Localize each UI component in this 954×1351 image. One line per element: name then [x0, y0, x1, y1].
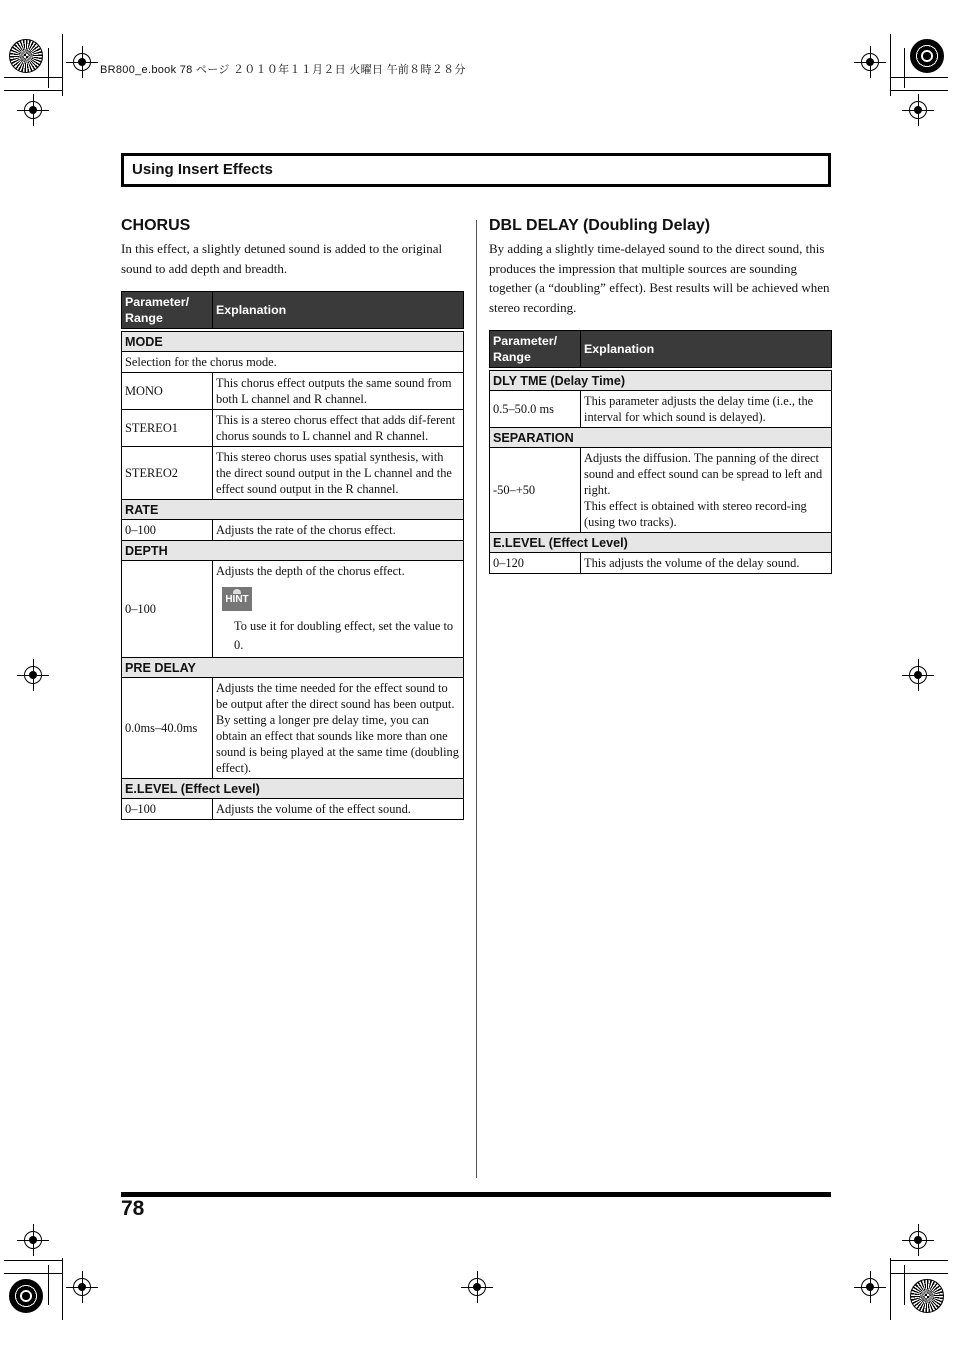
- registration-starburst-icon: [9, 1279, 43, 1313]
- table-header: [490, 331, 832, 368]
- column-divider: [476, 220, 477, 1178]
- mode-description: Selection for the chorus mode.: [122, 352, 464, 373]
- group-effect-level: E.LEVEL (Effect Level): [122, 779, 464, 799]
- explanation-cell: [213, 561, 464, 658]
- page-number: 78: [121, 1197, 145, 1220]
- table-row: [122, 799, 464, 820]
- registration-cross-icon: [24, 101, 42, 119]
- dbl-delay-intro: By adding a slightly time-delayed sound to the direct sound, this produces the impression that multiple sources are sounding together (a “doubling” effect). Best results will be achieved when stereo recording.: [489, 241, 830, 315]
- range-cell: MONO: [122, 373, 213, 410]
- table-row: [122, 520, 464, 541]
- table-row: [490, 448, 832, 533]
- hint-text: To use it for doubling effect, set the value to 0.: [234, 619, 454, 652]
- group-pre-delay: PRE DELAY: [122, 658, 464, 678]
- section-title: Using Insert Effects: [132, 161, 273, 178]
- header-explanation: Explanation: [581, 331, 832, 368]
- group-delay-time: DLY TME (Delay Time): [490, 371, 832, 391]
- group-rate: RATE: [122, 500, 464, 520]
- section-title-box: [121, 153, 831, 187]
- registration-starburst-icon: [9, 39, 43, 73]
- range-cell: STEREO1: [122, 410, 213, 447]
- range-cell: 0.0ms–40.0ms: [122, 678, 213, 779]
- table-row: [122, 447, 464, 500]
- explanation-cell: This parameter adjusts the delay time (i.e., the interval for which sound is delayed).: [581, 391, 832, 428]
- group-depth: DEPTH: [122, 541, 464, 561]
- print-header: BR800_e.book 78 ページ ２０１０年１１月２日 火曜日 午前８時２８分: [100, 64, 466, 76]
- chorus-intro: In this effect, a slightly detuned sound is added to the original sound to add depth and breadth.: [121, 241, 443, 276]
- chorus-heading: CHORUS: [121, 217, 191, 234]
- table-row: [122, 352, 464, 373]
- table-row: [122, 561, 464, 658]
- dbl-delay-parameter-table: [489, 330, 832, 574]
- registration-cross-icon: [861, 1278, 879, 1296]
- registration-cross-icon: [73, 1278, 91, 1296]
- registration-cross-icon: [73, 53, 91, 71]
- registration-cross-icon: [909, 666, 927, 684]
- explanation-cell: [581, 448, 832, 533]
- registration-starburst-icon: [910, 1279, 944, 1313]
- range-cell: 0.5–50.0 ms: [490, 391, 581, 428]
- table-row: [122, 678, 464, 779]
- group-separation: SEPARATION: [490, 428, 832, 448]
- pre-delay-explanation-1: Adjusts the time needed for the effect sound to be output after the direct sound has been output.: [216, 681, 455, 711]
- pre-delay-explanation-2: By setting a longer pre delay time, you can obtain an effect that sounds like more than one sound is being played at the same time (doubling effect).: [216, 713, 459, 775]
- table-row: [490, 553, 832, 574]
- explanation-cell: Adjusts the volume of the effect sound.: [213, 799, 464, 820]
- chorus-parameter-table: [121, 291, 464, 820]
- range-cell: 0–120: [490, 553, 581, 574]
- range-cell: 0–100: [122, 561, 213, 658]
- registration-cross-icon: [861, 53, 879, 71]
- registration-starburst-icon: [910, 39, 944, 73]
- explanation-cell: [213, 678, 464, 779]
- footer-rule: [121, 1192, 831, 1197]
- depth-explanation: Adjusts the depth of the chorus effect.: [216, 564, 405, 578]
- separation-explanation-1: Adjusts the diffusion. The panning of the direct sound and effect sound can be spread to left and right.: [584, 451, 823, 497]
- range-cell: 0–100: [122, 799, 213, 820]
- header-parameter: Parameter/ Range: [122, 292, 213, 329]
- header-explanation: Explanation: [213, 292, 464, 329]
- range-cell: STEREO2: [122, 447, 213, 500]
- registration-cross-icon: [909, 1231, 927, 1249]
- explanation-cell: Adjusts the rate of the chorus effect.: [213, 520, 464, 541]
- explanation-cell: This is a stereo chorus effect that adds dif-ferent chorus sounds to L channel and R channel.: [213, 410, 464, 447]
- table-row: [490, 391, 832, 428]
- registration-cross-icon: [468, 1278, 486, 1296]
- table-header: [122, 292, 464, 329]
- registration-cross-icon: [24, 666, 42, 684]
- separation-explanation-2: This effect is obtained with stereo record-ing (using two tracks).: [584, 499, 807, 529]
- registration-cross-icon: [909, 101, 927, 119]
- table-row: [122, 373, 464, 410]
- explanation-cell: This adjusts the volume of the delay sound.: [581, 553, 832, 574]
- registration-cross-icon: [24, 1231, 42, 1249]
- range-cell: 0–100: [122, 520, 213, 541]
- table-row: [122, 410, 464, 447]
- explanation-cell: This stereo chorus uses spatial synthesis, with the direct sound output in the L channel and the effect sound output in the R channel.: [213, 447, 464, 500]
- group-effect-level: E.LEVEL (Effect Level): [490, 533, 832, 553]
- range-cell: -50–+50: [490, 448, 581, 533]
- hint-icon: HINT: [222, 587, 252, 611]
- group-mode: MODE: [122, 332, 464, 352]
- explanation-cell: This chorus effect outputs the same sound from both L channel and R channel.: [213, 373, 464, 410]
- dbl-delay-heading: DBL DELAY (Doubling Delay): [489, 217, 711, 234]
- header-parameter: Parameter/ Range: [490, 331, 581, 368]
